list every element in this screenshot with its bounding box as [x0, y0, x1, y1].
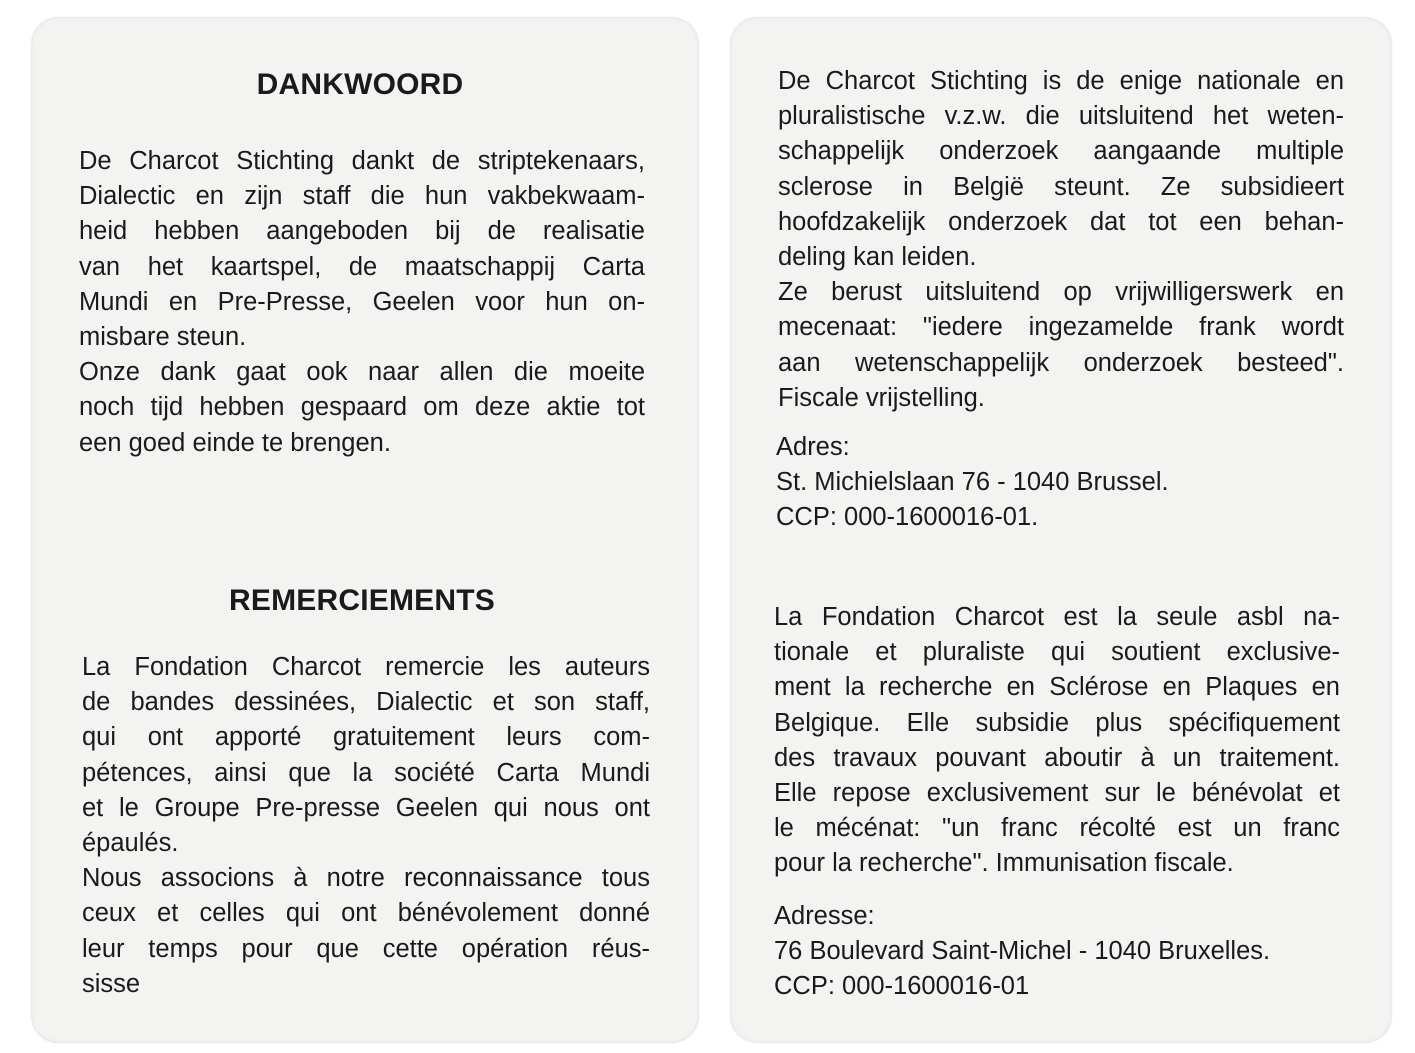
text-line: leur temps pour que cette opération réus-	[82, 934, 650, 963]
text-line: Belgique. Elle subsidie plus spécifiquement	[774, 708, 1340, 737]
text-line: épaulés.	[82, 829, 179, 858]
text-line: sclerose in België steunt. Ze subsidieert	[778, 172, 1344, 201]
card-foundation-info	[731, 18, 1391, 1042]
text-line: Mundi en Pre-Presse, Geelen voor hun on-	[79, 287, 645, 316]
card-acknowledgements	[32, 18, 698, 1042]
address-ccp: CCP: 000-1600016-01.	[776, 503, 1039, 531]
text-line: qui ont apporté gratuitement leurs com-	[82, 723, 650, 752]
address-street: St. Michielslaan 76 - 1040 Brussel.	[776, 468, 1169, 496]
paragraph-dankwoord	[79, 144, 645, 461]
paragraph-stichting-nl	[778, 64, 1344, 416]
address-street: 76 Boulevard Saint-Michel - 1040 Bruxelles.	[774, 937, 1271, 965]
address-ccp: CCP: 000-1600016-01	[774, 972, 1030, 1000]
heading-dankwoord: DANKWOORD	[256, 68, 464, 101]
text-line: tionale et pluraliste qui soutient exclusive-	[774, 638, 1340, 667]
text-line: Onze dank gaat ook naar allen die moeite	[79, 358, 645, 387]
paragraph-remerciements	[82, 650, 650, 1002]
text-line: noch tijd hebben gespaard om deze aktie tot	[79, 393, 645, 422]
text-line: heid hebben aangeboden bij de realisatie	[79, 217, 645, 246]
text-line: De Charcot Stichting is de enige nationale en	[778, 67, 1344, 95]
text-line: Nous associons à notre reconnaissance tous	[82, 864, 650, 893]
text-line: een goed einde te brengen.	[79, 428, 391, 457]
text-line: le mécénat: "un franc récolté est un franc	[774, 814, 1340, 843]
text-line: La Fondation Charcot remercie les auteurs	[82, 653, 650, 681]
text-line: La Fondation Charcot est la seule asbl na-	[774, 603, 1340, 631]
text-line: et le Groupe Pre-presse Geelen qui nous ont	[82, 793, 650, 822]
text-line: ment la recherche en Sclérose en Plaques en	[774, 673, 1340, 702]
text-line: De Charcot Stichting dankt de striptekenaars,	[79, 147, 645, 175]
text-line: sisse	[82, 969, 141, 998]
text-line: Fiscale vrijstelling.	[778, 383, 985, 412]
text-line: Elle repose exclusivement sur le bénévolat et	[774, 779, 1340, 808]
text-line: pour la recherche". Immunisation fiscale.	[774, 849, 1234, 878]
address-label: Adres:	[776, 433, 850, 461]
text-line: schappelijk onderzoek aangaande multiple	[778, 137, 1344, 166]
text-line: Dialectic en zijn staff die hun vakbekwaam-	[79, 182, 645, 211]
text-line: Ze berust uitsluitend op vrijwilligerswerk en	[778, 278, 1344, 307]
text-line: deling kan leiden.	[778, 243, 977, 272]
text-line: de bandes dessinées, Dialectic et son staff,	[82, 688, 650, 717]
text-line: pétences, ainsi que la société Carta Mundi	[82, 758, 650, 787]
address-nl	[776, 430, 1169, 535]
address-fr	[774, 899, 1270, 1004]
text-line: van het kaartspel, de maatschappij Carta	[79, 252, 645, 281]
heading-remerciements: REMERCIEMENTS	[229, 584, 495, 617]
text-line: mecenaat: "iedere ingezamelde frank wordt	[778, 313, 1344, 342]
address-label: Adresse:	[774, 902, 875, 930]
text-line: ceux et celles qui ont bénévolement donné	[82, 899, 650, 928]
paragraph-fondation-fr	[774, 600, 1340, 882]
text-line: misbare steun.	[79, 323, 247, 352]
text-line: pluralistische v.z.w. die uitsluitend het weten-	[778, 102, 1344, 131]
text-line: hoofdzakelijk onderzoek dat tot een behan-	[778, 207, 1344, 236]
text-line: aan wetenschappelijk onderzoek besteed".	[778, 348, 1344, 377]
text-line: des travaux pouvant aboutir à un traitement.	[774, 743, 1340, 772]
